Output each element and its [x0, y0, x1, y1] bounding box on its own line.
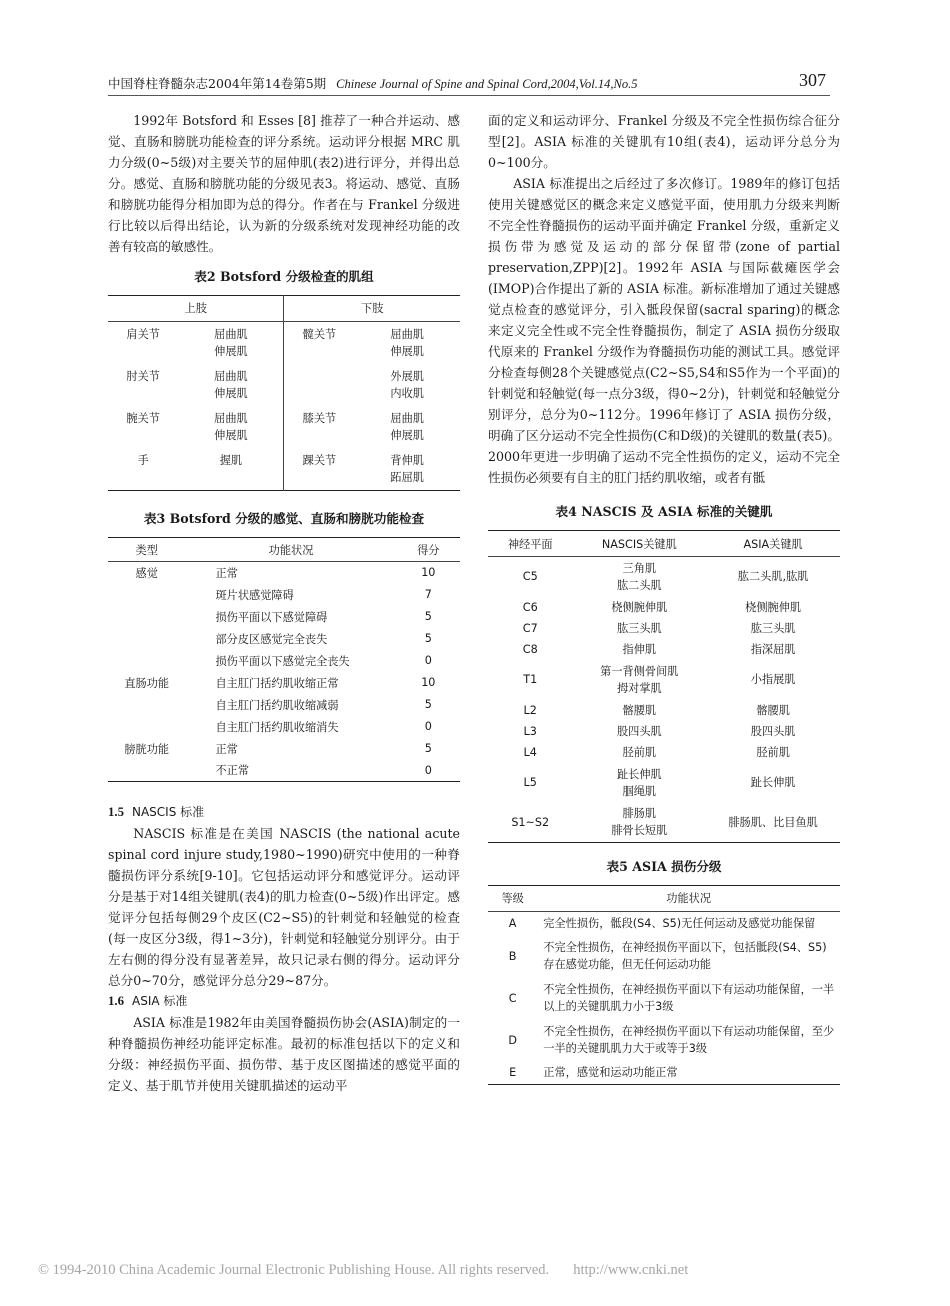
table3-row	[108, 562, 460, 584]
journal-name-en: Chinese Journal of Spine and Spinal Cord,2004,Vol.14,No.5	[336, 77, 638, 91]
table4-row	[488, 721, 840, 742]
table5-cell-status: 不完全性损伤，在神经损伤平面以下，包括骶段(S4、S5)存在感觉功能，但无任何运动功能	[543, 941, 827, 971]
table3-cell-type: 直肠功能	[124, 676, 170, 690]
table5-cell-status: 正常，感觉和运动功能正常	[543, 1066, 678, 1079]
table4-cell-asia: 髂腰肌	[756, 703, 790, 717]
table4	[488, 530, 840, 843]
table3-row	[108, 584, 460, 606]
table4-row	[488, 639, 840, 660]
table3-cell-score: 0	[424, 720, 432, 733]
table3-cell-status: 部分皮区感觉完全丧失	[215, 632, 328, 646]
table4-cell-asia: 桡侧腕伸肌	[745, 600, 802, 614]
table3-cell-type	[108, 606, 185, 628]
table2-lower-muscle: 屈曲肌	[390, 412, 424, 425]
table3-cell-status: 不正常	[215, 764, 250, 778]
table3-head-status: 功能状况	[268, 543, 314, 557]
table2-row	[108, 322, 460, 344]
section-title: ASIA 标准	[132, 994, 188, 1008]
table2-lower-joint	[284, 364, 354, 406]
table3-row	[108, 628, 460, 650]
table4-row	[488, 803, 840, 843]
table5-row	[488, 977, 840, 1019]
table4-cell-level: C6	[522, 600, 538, 614]
table2-upper-muscle: 屈曲肌	[178, 406, 284, 427]
paragraph-botsford: 1992年 Botsford 和 Esses [8] 推荐了一种合并运动、感觉、直肠和膀胱功能检查的评分系统。运动评分根据 MRC 肌力分级(0~5级)对主要关节的屈伸肌(表2)进行评分，并得出总分。感觉、直肠和膀胱功能的分级见表3。将运动、感觉、直肠和膀胱功能得分相加即为总的得分。作者在与 Frankel 分级进行比较以后得出结论，认为新的分级系统对发现神经功能的改善有较高的敏感性。	[108, 113, 460, 254]
table4-cell-asia: 肱三头肌	[750, 621, 796, 635]
table3	[108, 537, 460, 782]
table4-cell-nascis: 趾长伸肌 腘绳肌	[616, 767, 662, 798]
table4-cell-nascis: 三角肌 肱二头肌	[616, 561, 662, 592]
table3-cell-score: 5	[424, 610, 432, 623]
table2-lower-muscle: 背伸肌	[390, 454, 424, 467]
table5-caption: 表5 ASIA 损伤分级	[606, 859, 722, 874]
table3-cell-status: 正常	[215, 566, 238, 580]
table4-cell-asia: 指深屈肌	[750, 642, 796, 656]
table3-cell-type	[108, 760, 185, 782]
table4-cell-nascis: 胫前肌	[622, 745, 657, 759]
section-number: 1.5	[108, 805, 124, 819]
table5-cell-grade: A	[508, 917, 517, 930]
table4-cell-nascis: 腓肠肌 腓骨长短肌	[611, 807, 668, 838]
table5-cell-grade: E	[509, 1066, 517, 1079]
table3-cell-score: 10	[421, 566, 436, 580]
table5-row	[488, 1061, 840, 1085]
table2-upper-muscle: 握肌	[178, 448, 284, 469]
table4-cell-nascis: 髂腰肌	[622, 703, 657, 717]
table3-cell-type: 膀胱功能	[124, 742, 170, 756]
table4-cell-level: C7	[522, 621, 538, 635]
table2-upper-joint: 手	[137, 454, 149, 467]
table2-row	[108, 448, 460, 469]
table3-caption: 表3 Botsford 分级的感觉、直肠和膀胱功能检查	[143, 511, 425, 526]
table5-row	[488, 912, 840, 936]
table5-head-grade: 等级	[501, 892, 524, 905]
table2-row	[108, 406, 460, 427]
table2-lower-muscle: 外展肌	[390, 370, 424, 383]
paragraph-asia: ASIA 标准是1982年由美国脊髓损伤协会(ASIA)制定的一种脊髓损伤神经功能评定标准。最初的标准包括以下的定义和分级：神经损伤平面、损伤带、基于皮区图描述的感觉平面的定义、基于肌节并使用关键肌描述的运动平	[108, 1015, 460, 1093]
table3-cell-status: 损伤平面以下感觉障碍	[215, 610, 328, 624]
table3-cell-type	[108, 584, 185, 606]
table4-row	[488, 597, 840, 618]
paragraph-asia-continued: 面的定义和运动评分、Frankel 分级及不完全性损伤综合征分型[2]。ASIA 标准的关键肌有10组(表4)，运动评分总分为0~100分。	[488, 113, 840, 170]
table5-cell-status: 完全性损伤，骶段(S4、S5)无任何运动及感觉功能保留	[543, 917, 816, 930]
table3-row	[108, 606, 460, 628]
table3-cell-type	[108, 650, 185, 672]
table2-upper-joint: 肩关节	[126, 328, 160, 341]
table4-cell-level: C8	[522, 642, 538, 656]
table3-cell-status: 正常	[215, 742, 238, 756]
table3-row	[108, 650, 460, 672]
table4-cell-asia: 股四头肌	[750, 724, 796, 738]
table4-cell-asia: 腓肠肌、比目鱼肌	[728, 815, 818, 829]
section-1-6-heading	[108, 991, 460, 1012]
journal-name-cn: 中国脊柱脊髓杂志2004年第14卷第5期	[108, 76, 327, 91]
table4-cell-asia: 肱二头肌,肱肌	[737, 570, 809, 584]
table2-upper-joint: 腕关节	[126, 412, 160, 425]
table3-head-type: 类型	[135, 543, 158, 557]
table5-cell-grade: C	[508, 991, 517, 1005]
table3-row	[108, 694, 460, 716]
table2-caption: 表2 Botsford 分级检查的肌组	[194, 269, 374, 284]
left-column	[108, 110, 460, 1096]
table2-lower-joint: 踝关节	[302, 454, 337, 467]
table3-cell-status: 损伤平面以下感觉完全丧失	[215, 654, 350, 668]
table2-lower-muscle: 伸展肌	[390, 429, 424, 442]
table3-cell-status: 自主肛门括约肌收缩消失	[215, 720, 339, 734]
table3-cell-score: 5	[424, 632, 432, 645]
table3-head-score: 得分	[417, 543, 440, 557]
table5-cell-status: 不完全性损伤，在神经损伤平面以下有运动功能保留，一半以上的关键肌肌力小于3级	[543, 983, 835, 1013]
table3-cell-type	[108, 628, 185, 650]
table2-upper-muscle: 伸展肌	[178, 385, 284, 406]
table3-cell-score: 10	[421, 676, 436, 689]
table2-upper-muscle: 屈曲肌	[178, 322, 284, 344]
table4-cell-nascis: 股四头肌	[616, 724, 662, 738]
table5-cell-grade: B	[508, 949, 517, 963]
table4-cell-level: L3	[523, 724, 537, 738]
table3-cell-status: 自主肛门括约肌收缩减弱	[215, 698, 339, 712]
table2-lower-joint: 膝关节	[302, 412, 337, 425]
table4-cell-level: L5	[523, 776, 537, 789]
table2-lower-muscle: 屈曲肌	[390, 328, 424, 341]
journal-citation	[108, 74, 637, 92]
page-number: 307	[799, 70, 826, 90]
table3-cell-status: 斑片状感觉障碍	[215, 588, 294, 602]
table3-cell-type	[108, 716, 185, 738]
table3-cell-score: 5	[424, 698, 432, 711]
table2-head-upper: 上肢	[108, 296, 284, 322]
table4-cell-nascis: 桡侧腕伸肌	[611, 600, 668, 614]
table4-cell-level: L2	[523, 703, 537, 717]
table2	[108, 295, 460, 491]
table2-head-lower: 下肢	[361, 302, 384, 315]
table2-lower-joint: 髋关节	[302, 328, 337, 341]
table2-upper-muscle: 屈曲肌	[178, 364, 284, 385]
table4-row	[488, 763, 840, 803]
table4-row	[488, 742, 840, 763]
section-title: NASCIS 标准	[132, 805, 205, 819]
table2-upper-muscle: 伸展肌	[178, 427, 284, 448]
table3-row	[108, 672, 460, 694]
table4-cell-level: S1~S2	[511, 815, 550, 829]
table3-cell-type	[108, 694, 185, 716]
table2-lower-muscle: 内收肌	[390, 387, 424, 400]
table2-upper-muscle: 伸展肌	[178, 343, 284, 364]
table4-head-level: 神经平面	[507, 537, 553, 551]
table4-cell-asia: 趾长伸肌	[750, 776, 796, 789]
copyright-footer	[38, 1262, 688, 1279]
table4-row	[488, 660, 840, 700]
table4-row	[488, 557, 840, 597]
table4-cell-level: C5	[522, 570, 538, 584]
table4-cell-nascis: 第一背侧骨间肌 拇对掌肌	[600, 664, 679, 695]
table3-cell-score: 0	[424, 763, 432, 777]
table3-cell-type: 感觉	[135, 566, 158, 580]
copyright-text: © 1994-2010 China Academic Journal Electronic Publishing House. All rights reserved.	[38, 1262, 550, 1278]
table3-cell-score: 7	[424, 588, 432, 601]
table2-upper-muscle	[178, 469, 284, 491]
table3-cell-score: 5	[424, 742, 432, 755]
table5-row	[488, 935, 840, 977]
section-1-5-heading	[108, 802, 460, 823]
table5	[488, 885, 840, 1085]
table4-caption: 表4 NASCIS 及 ASIA 标准的关键肌	[555, 504, 773, 519]
table3-row	[108, 716, 460, 738]
table4-cell-level: T1	[523, 673, 538, 686]
table3-cell-score: 0	[424, 654, 432, 667]
table4-head-nascis: NASCIS关键肌	[601, 537, 677, 551]
table5-head-status: 功能状况	[666, 892, 712, 905]
table2-lower-muscle: 伸展肌	[390, 345, 424, 358]
table4-cell-asia: 胫前肌	[756, 745, 790, 759]
table5-row	[488, 1019, 840, 1061]
right-column	[488, 110, 840, 1085]
running-header	[108, 70, 830, 96]
table4-row	[488, 700, 840, 721]
table4-cell-asia: 小指展肌	[750, 673, 796, 686]
table3-cell-status: 自主肛门括约肌收缩正常	[215, 676, 339, 690]
section-number: 1.6	[108, 994, 124, 1008]
table2-row	[108, 364, 460, 385]
table4-cell-nascis: 肱三头肌	[616, 621, 662, 635]
table5-cell-status: 不完全性损伤，在神经损伤平面以下有运动功能保留，至少一半的关键肌肌力大于或等于3级	[543, 1025, 835, 1055]
table4-head-asia: ASIA关键肌	[743, 537, 803, 551]
table3-row	[108, 760, 460, 782]
table4-row	[488, 618, 840, 639]
table5-cell-grade: D	[508, 1033, 517, 1047]
paragraph-nascis: NASCIS 标准是在美国 NASCIS (the national acute spinal cord injure study,1980~1990)研究中使用的一种脊髓损伤评分系统[9-10]。它包括运动评分和感觉评分。运动评分是基于对14组关键肌(表4)的肌力检查(0~5级)作出评定。感觉评分包括每侧29个皮区(C2~S5)的针刺觉和轻触觉的检查(每一皮区分3级，得1~3分)，针刺觉和轻触觉分别评分。由于左右侧的得分没有显著差异，故只记录右侧的得分。运动评分总分0~70分，感觉评分总分29~87分。	[108, 826, 460, 988]
footer-url: http://www.cnki.net	[573, 1262, 689, 1278]
paragraph-asia-revisions: ASIA 标准提出之后经过了多次修订。1989年的修订包括使用关键感觉区的概念来定义感觉平面，使用肌力分级来判断不完全性脊髓损伤的运动平面并确定 Frankel 分级，重新定义损伤带为感觉及运动的部分保留带(zone of partial preservation,ZPP)[2]。1992年 ASIA 与国际截瘫医学会(IMOP)合作提出了新的 ASIA 标准。新标准增加了通过关键感觉点检查的感觉评分，引入骶段保留(sacral sparing)的概念来定义完全性或不完全性脊髓损伤，制定了 ASIA 损伤分级取代原来的 Frankel 分级作为脊髓损伤功能的测试工具。感觉评分检查每侧28个关键感觉点(C2~S5,S4和S5作为一个平面)的针刺觉和轻触觉(每一点分3级，得0~2分)，针刺觉和轻触觉分别评分，总分为0~112分。1996年修订了 ASIA 损伤分级，明确了区分运动不完全性损伤(C和D级)的关键肌的数量(表5)。2000年更进一步明确了运动不完全性损伤的定义，运动不完全性损伤必须要有自主的肛门括约肌收缩，或者有骶	[488, 176, 840, 485]
table2-upper-joint: 肘关节	[126, 370, 160, 383]
table2-lower-muscle: 跖屈肌	[390, 471, 424, 484]
table3-row	[108, 738, 460, 760]
table4-cell-nascis: 指伸肌	[622, 642, 657, 656]
table4-cell-level: L4	[523, 745, 537, 759]
